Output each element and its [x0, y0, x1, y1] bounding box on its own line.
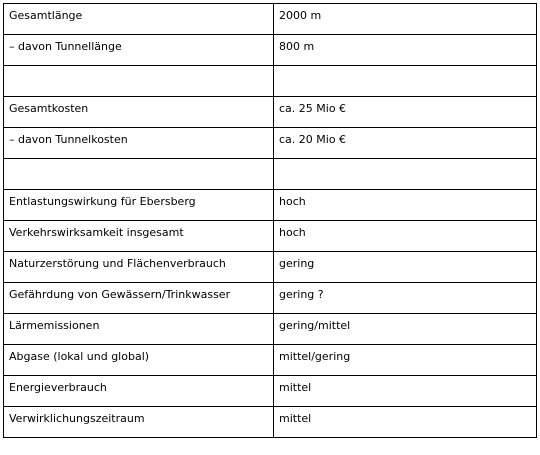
table-row: [4, 252, 537, 283]
criterion-cell: [4, 159, 274, 190]
table-row: [4, 407, 537, 438]
table-row: [4, 190, 537, 221]
value-cell: ca. 25 Mio €: [274, 97, 537, 128]
table-row: [4, 128, 537, 159]
value-cell: mittel: [274, 407, 537, 438]
criterion-cell: Verkehrswirksamkeit insgesamt: [4, 221, 274, 252]
value-cell: ca. 20 Mio €: [274, 128, 537, 159]
table-body: [4, 4, 537, 438]
criterion-cell: Entlastungswirkung für Ebersberg: [4, 190, 274, 221]
value-cell: mittel: [274, 376, 537, 407]
value-cell: hoch: [274, 221, 537, 252]
table-row: [4, 159, 537, 190]
criterion-cell: Naturzerstörung und Flächenverbrauch: [4, 252, 274, 283]
table-row: [4, 66, 537, 97]
table-row: [4, 314, 537, 345]
criterion-cell: – davon Tunnellänge: [4, 35, 274, 66]
value-cell: hoch: [274, 190, 537, 221]
project-facts-table: [3, 3, 537, 438]
value-cell: [274, 159, 537, 190]
value-cell: mittel/gering: [274, 345, 537, 376]
table-row: [4, 4, 537, 35]
criterion-cell: Gesamtlänge: [4, 4, 274, 35]
table-row: [4, 221, 537, 252]
value-cell: 800 m: [274, 35, 537, 66]
criterion-cell: [4, 66, 274, 97]
value-cell: gering: [274, 252, 537, 283]
table-row: [4, 35, 537, 66]
criterion-cell: Gesamtkosten: [4, 97, 274, 128]
value-cell: [274, 66, 537, 97]
table-row: [4, 283, 537, 314]
criterion-cell: Abgase (lokal und global): [4, 345, 274, 376]
criterion-cell: Energieverbrauch: [4, 376, 274, 407]
criterion-cell: – davon Tunnelkosten: [4, 128, 274, 159]
table-row: [4, 376, 537, 407]
criterion-cell: Lärmemissionen: [4, 314, 274, 345]
criterion-cell: Gefährdung von Gewässern/Trinkwasser: [4, 283, 274, 314]
table-row: [4, 97, 537, 128]
criterion-cell: Verwirklichungszeitraum: [4, 407, 274, 438]
value-cell: gering ?: [274, 283, 537, 314]
value-cell: 2000 m: [274, 4, 537, 35]
table-row: [4, 345, 537, 376]
value-cell: gering/mittel: [274, 314, 537, 345]
